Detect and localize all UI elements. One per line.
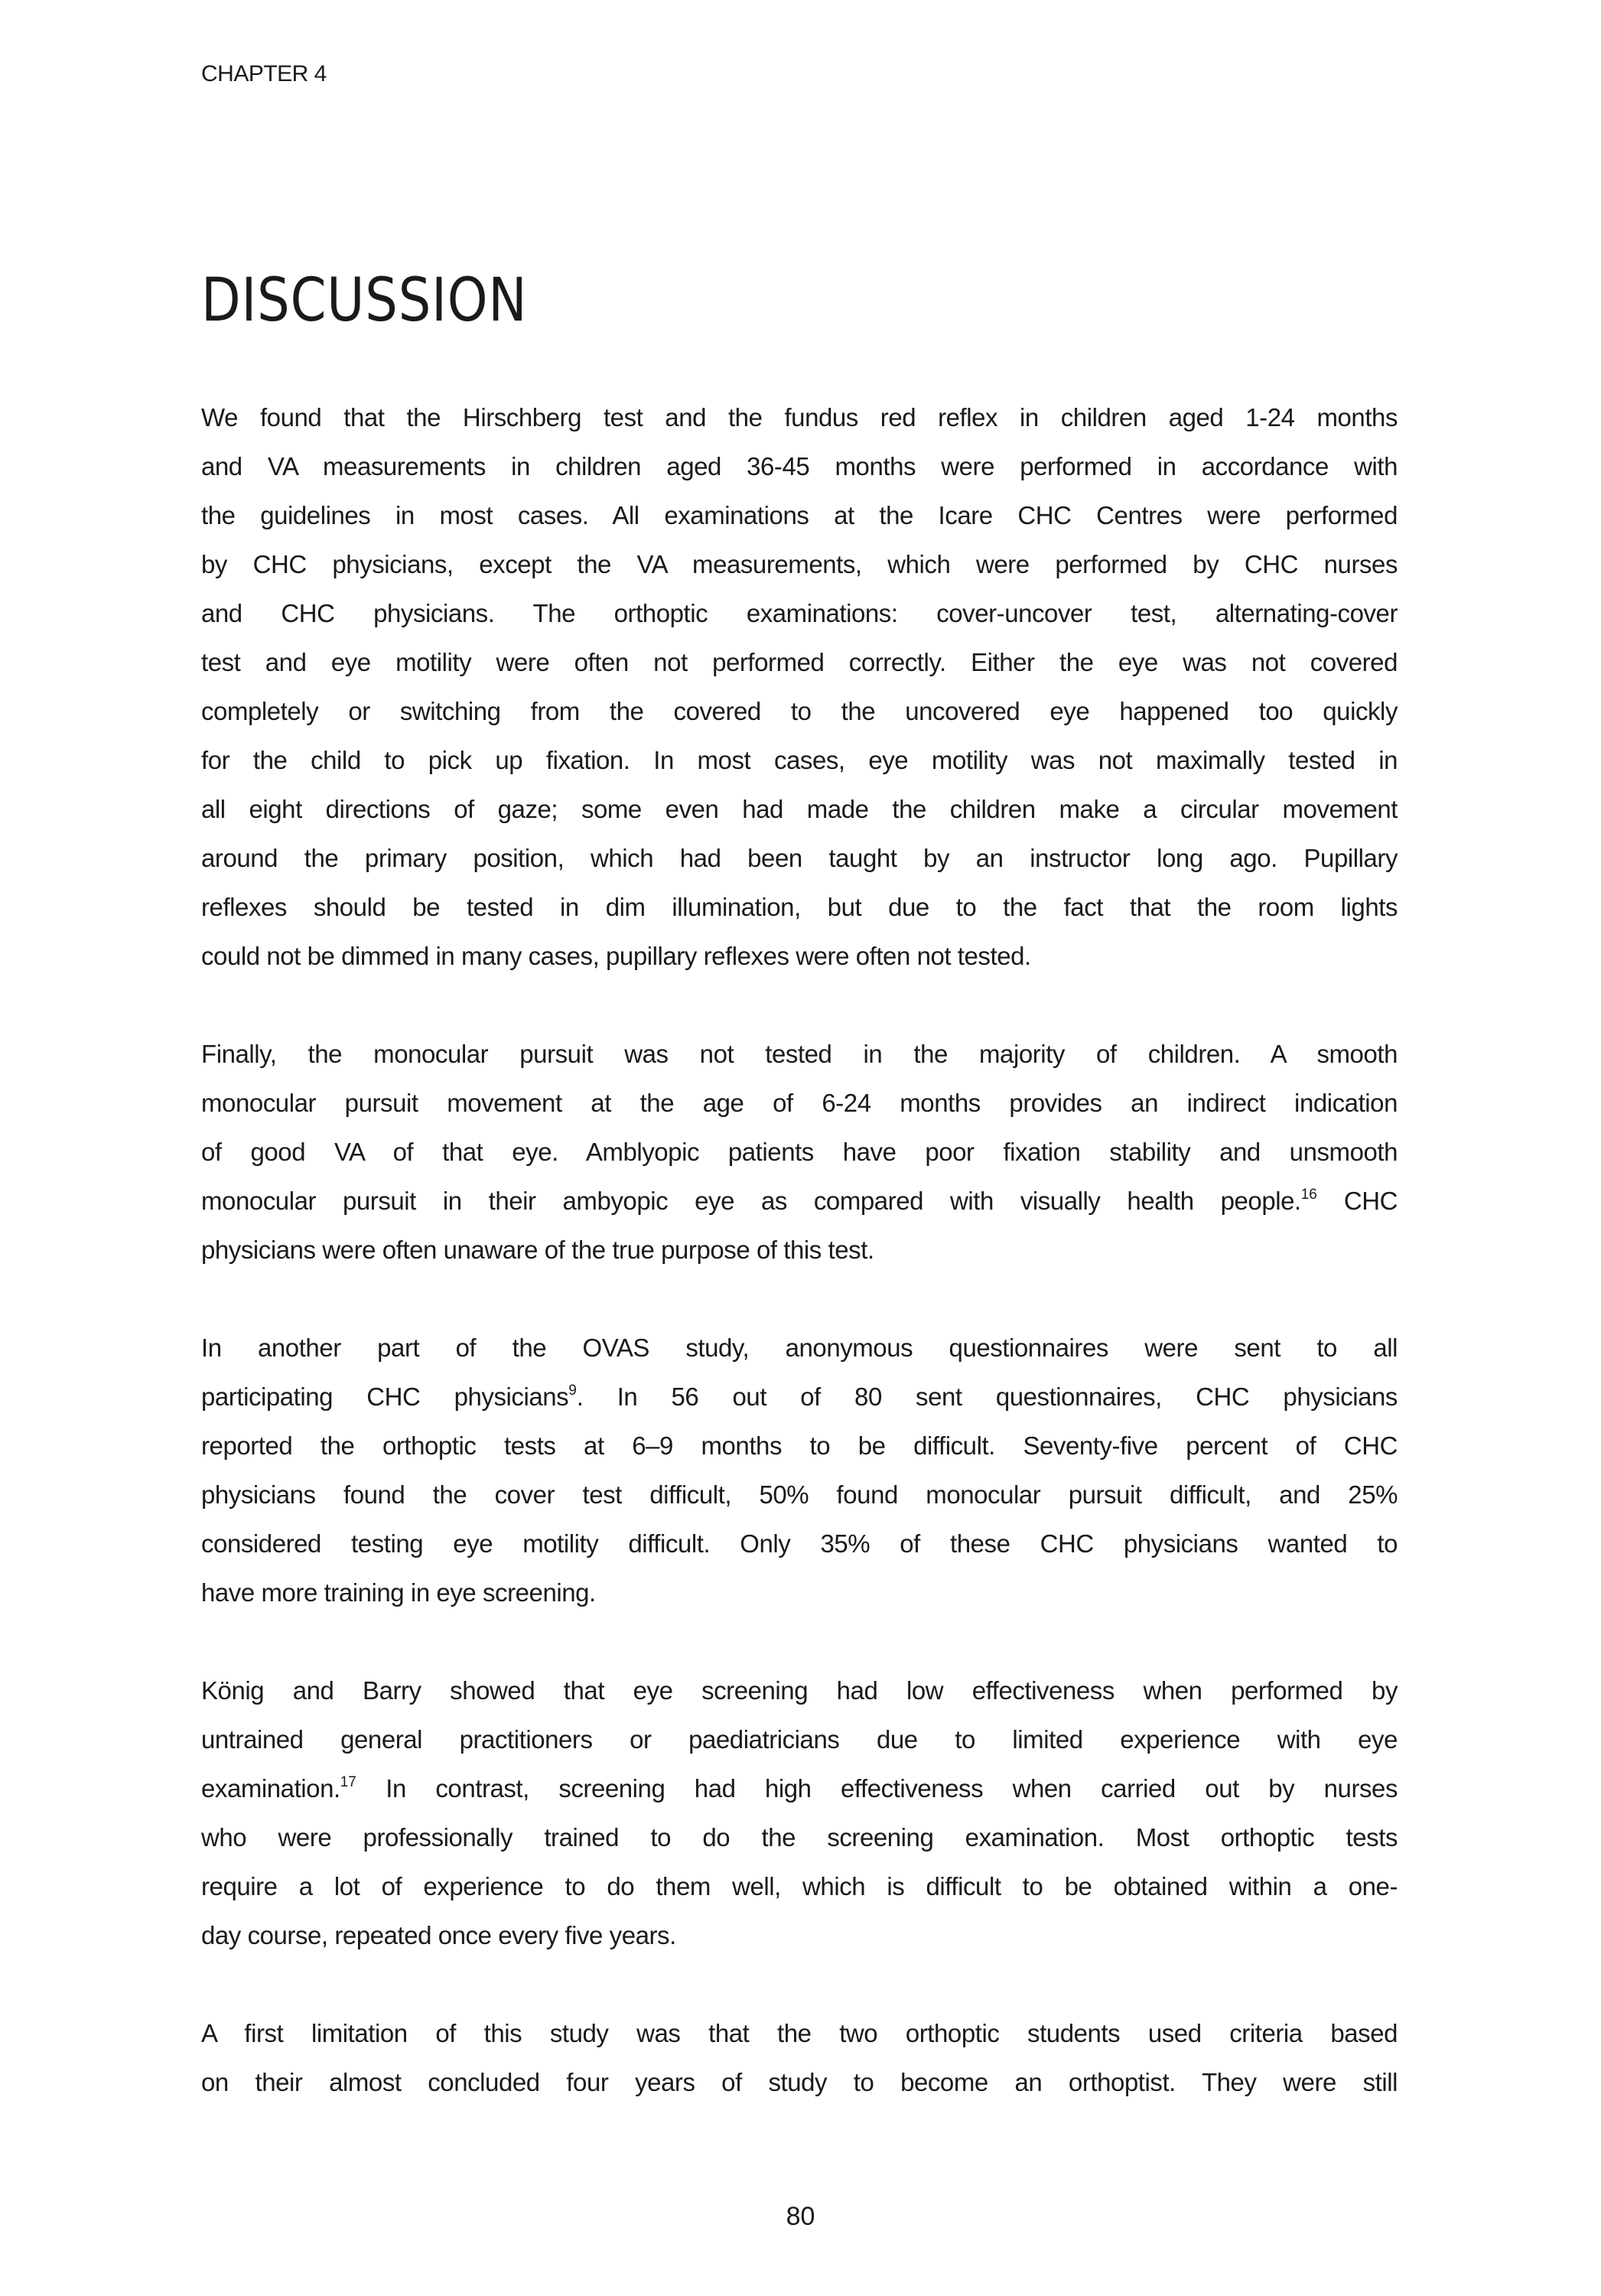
running-head: CHAPTER 4 <box>201 61 327 86</box>
text-line: König and Barry showed that eye screening had low effectiveness when performed by <box>201 1676 1398 1705</box>
text-line: We found that the Hirschberg test and the fundus red reflex in children aged 1-24 months <box>201 403 1398 432</box>
text-line: have more training in eye screening. <box>201 1578 596 1607</box>
text-line: day course, repeated once every five years. <box>201 1921 676 1949</box>
text-line: of good VA of that eye. Amblyopic patients have poor fixation stability and unsmooth <box>201 1138 1398 1166</box>
text-line: physicians were often unaware of the true purpose of this test. <box>201 1236 874 1264</box>
text-line: for the child to pick up fixation. In most cases, eye motility was not maximally tested in <box>201 746 1398 774</box>
text-line: require a lot of experience to do them well, which is difficult to be obtained within a one- <box>201 1872 1398 1900</box>
paragraph <box>201 393 1398 981</box>
text-line: and CHC physicians. The orthoptic examinations: cover-uncover test, alternating-cover <box>201 599 1398 627</box>
text-line: considered testing eye motility difficult. Only 35% of these CHC physicians wanted to <box>201 1529 1398 1558</box>
text-line: examination.$^{17}$ In contrast, screening had high effectiveness when carried out by nurses <box>201 1774 1398 1803</box>
text-line: A first limitation of this study was that the two orthoptic students used criteria based <box>201 2019 1398 2047</box>
reference-superscript: 9 <box>568 1382 577 1399</box>
text-line: could not be dimmed in many cases, pupillary reflexes were often not tested. <box>201 942 1031 970</box>
text-line: reflexes should be tested in dim illumination, but due to the fact that the room lights <box>201 893 1398 921</box>
text-line: who were professionally trained to do the screening examination. Most orthoptic tests <box>201 1823 1398 1851</box>
paragraph <box>201 2009 1398 2107</box>
text-line: physicians found the cover test difficult, 50% found monocular pursuit difficult, and 25% <box>201 1480 1398 1509</box>
reference-superscript: 17 <box>340 1774 356 1790</box>
text-line: In another part of the OVAS study, anonymous questionnaires were sent to all <box>201 1334 1398 1362</box>
paragraph <box>201 1324 1398 1617</box>
text-line: participating CHC physicians$^9$. In 56 out of 80 sent questionnaires, CHC physicians <box>201 1382 1398 1411</box>
page-number: 80 <box>786 2202 815 2231</box>
text-line: on their almost concluded four years of study to become an orthoptist. They were still <box>201 2068 1398 2096</box>
reference-superscript: 16 <box>1300 1187 1317 1203</box>
text-line: the guidelines in most cases. All examinations at the Icare CHC Centres were performed <box>201 501 1398 529</box>
paragraph <box>201 1030 1398 1275</box>
text-line: Finally, the monocular pursuit was not tested in the majority of children. A smooth <box>201 1040 1398 1068</box>
text-line: and VA measurements in children aged 36-45 months were performed in accordance with <box>201 452 1398 480</box>
text-line: completely or switching from the covered to the uncovered eye happened too quickly <box>201 697 1398 725</box>
text-line: all eight directions of gaze; some even had made the children make a circular movement <box>201 795 1398 823</box>
text-line: test and eye motility were often not performed correctly. Either the eye was not covered <box>201 648 1398 676</box>
text-line: untrained general practitioners or paediatricians due to limited experience with eye <box>201 1725 1398 1754</box>
text-line: monocular pursuit in their ambyopic eye as compared with visually health people.$^{16}$ CHC <box>201 1187 1398 1215</box>
paragraph <box>201 1666 1398 1960</box>
text-line: around the primary position, which had been taught by an instructor long ago. Pupillary <box>201 844 1398 872</box>
section-title: DISCUSSION <box>201 266 528 335</box>
body-text <box>201 393 1398 2156</box>
text-line: reported the orthoptic tests at 6–9 months to be difficult. Seventy-five percent of CHC <box>201 1431 1398 1460</box>
text-line: monocular pursuit movement at the age of 6-24 months provides an indirect indication <box>201 1089 1398 1117</box>
text-line: by CHC physicians, except the VA measurements, which were performed by CHC nurses <box>201 550 1398 578</box>
